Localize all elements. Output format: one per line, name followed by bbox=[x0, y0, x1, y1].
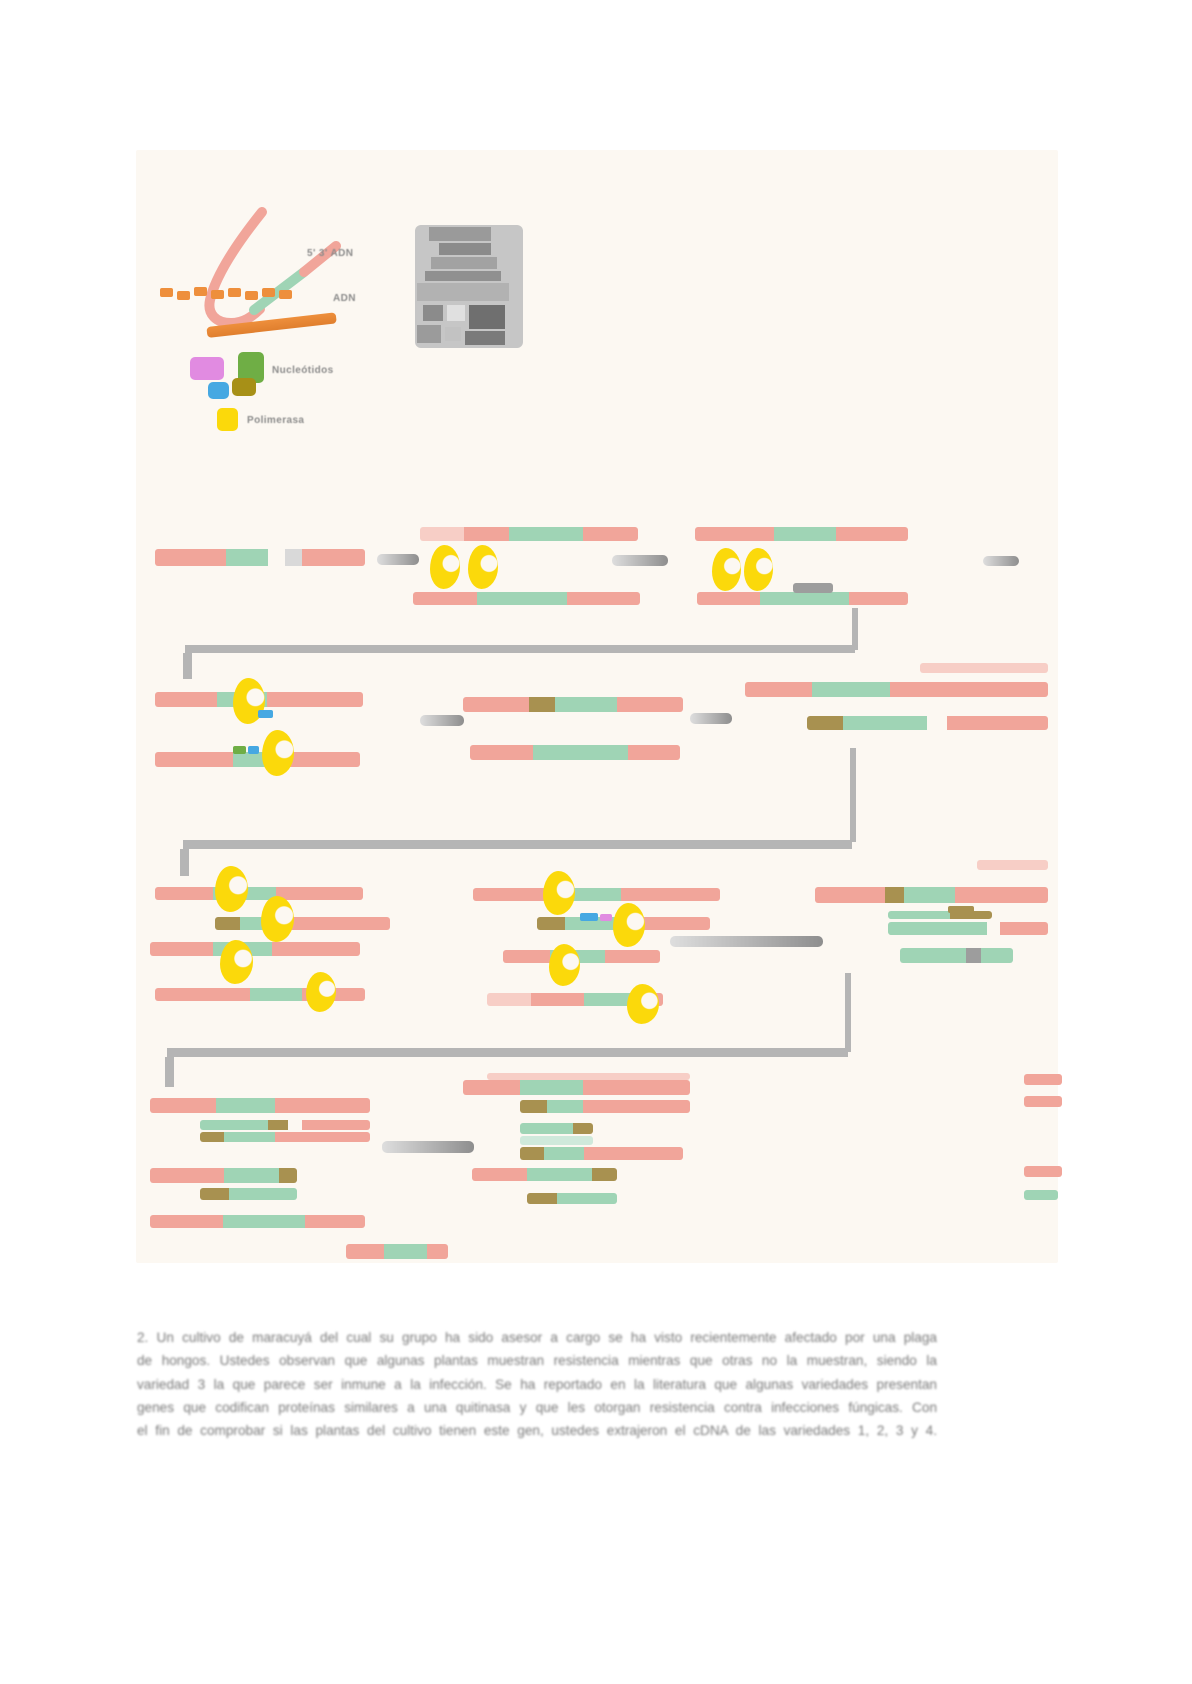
legend-block bbox=[208, 382, 229, 399]
equipment-photo bbox=[415, 225, 523, 348]
paragraph-line: de hongos. Ustedes observan que algunas plantas muestran resistencia mientras que otras no la muestran, siendo la bbox=[137, 1353, 937, 1369]
exercise-paragraph bbox=[137, 1326, 937, 1442]
figure-panel bbox=[136, 150, 1058, 1263]
nucleotides-label: Nucleótidos bbox=[272, 365, 334, 376]
legend-block bbox=[190, 357, 224, 380]
legend-block bbox=[232, 378, 256, 396]
polymerase-label: Polimerasa bbox=[247, 415, 305, 426]
legend-block bbox=[217, 408, 238, 431]
primer-label: ADN bbox=[333, 293, 356, 304]
paragraph-line: genes que codifican proteínas similares a una quitinasa y que les otorgan resistencia contra infecciones fúngicas. Con bbox=[137, 1399, 937, 1415]
paragraph-line: el fin de comprobar si las plantas del cultivo tienen este gen, ustedes extrajeron el cDNA de las variedades 1, 2, 3 y 4. bbox=[137, 1423, 937, 1439]
paragraph-line: variedad 3 la que parece ser inmune a la infección. Se ha reportado en la literatura que algunas variedades presentan bbox=[137, 1376, 937, 1392]
paragraph-line: 2. Un cultivo de maracuyá del cual su grupo ha sido asesor a cargo se ha visto recientemente afectado por una plaga bbox=[137, 1330, 937, 1345]
fork-label: 5' 3' ADN bbox=[307, 248, 354, 259]
